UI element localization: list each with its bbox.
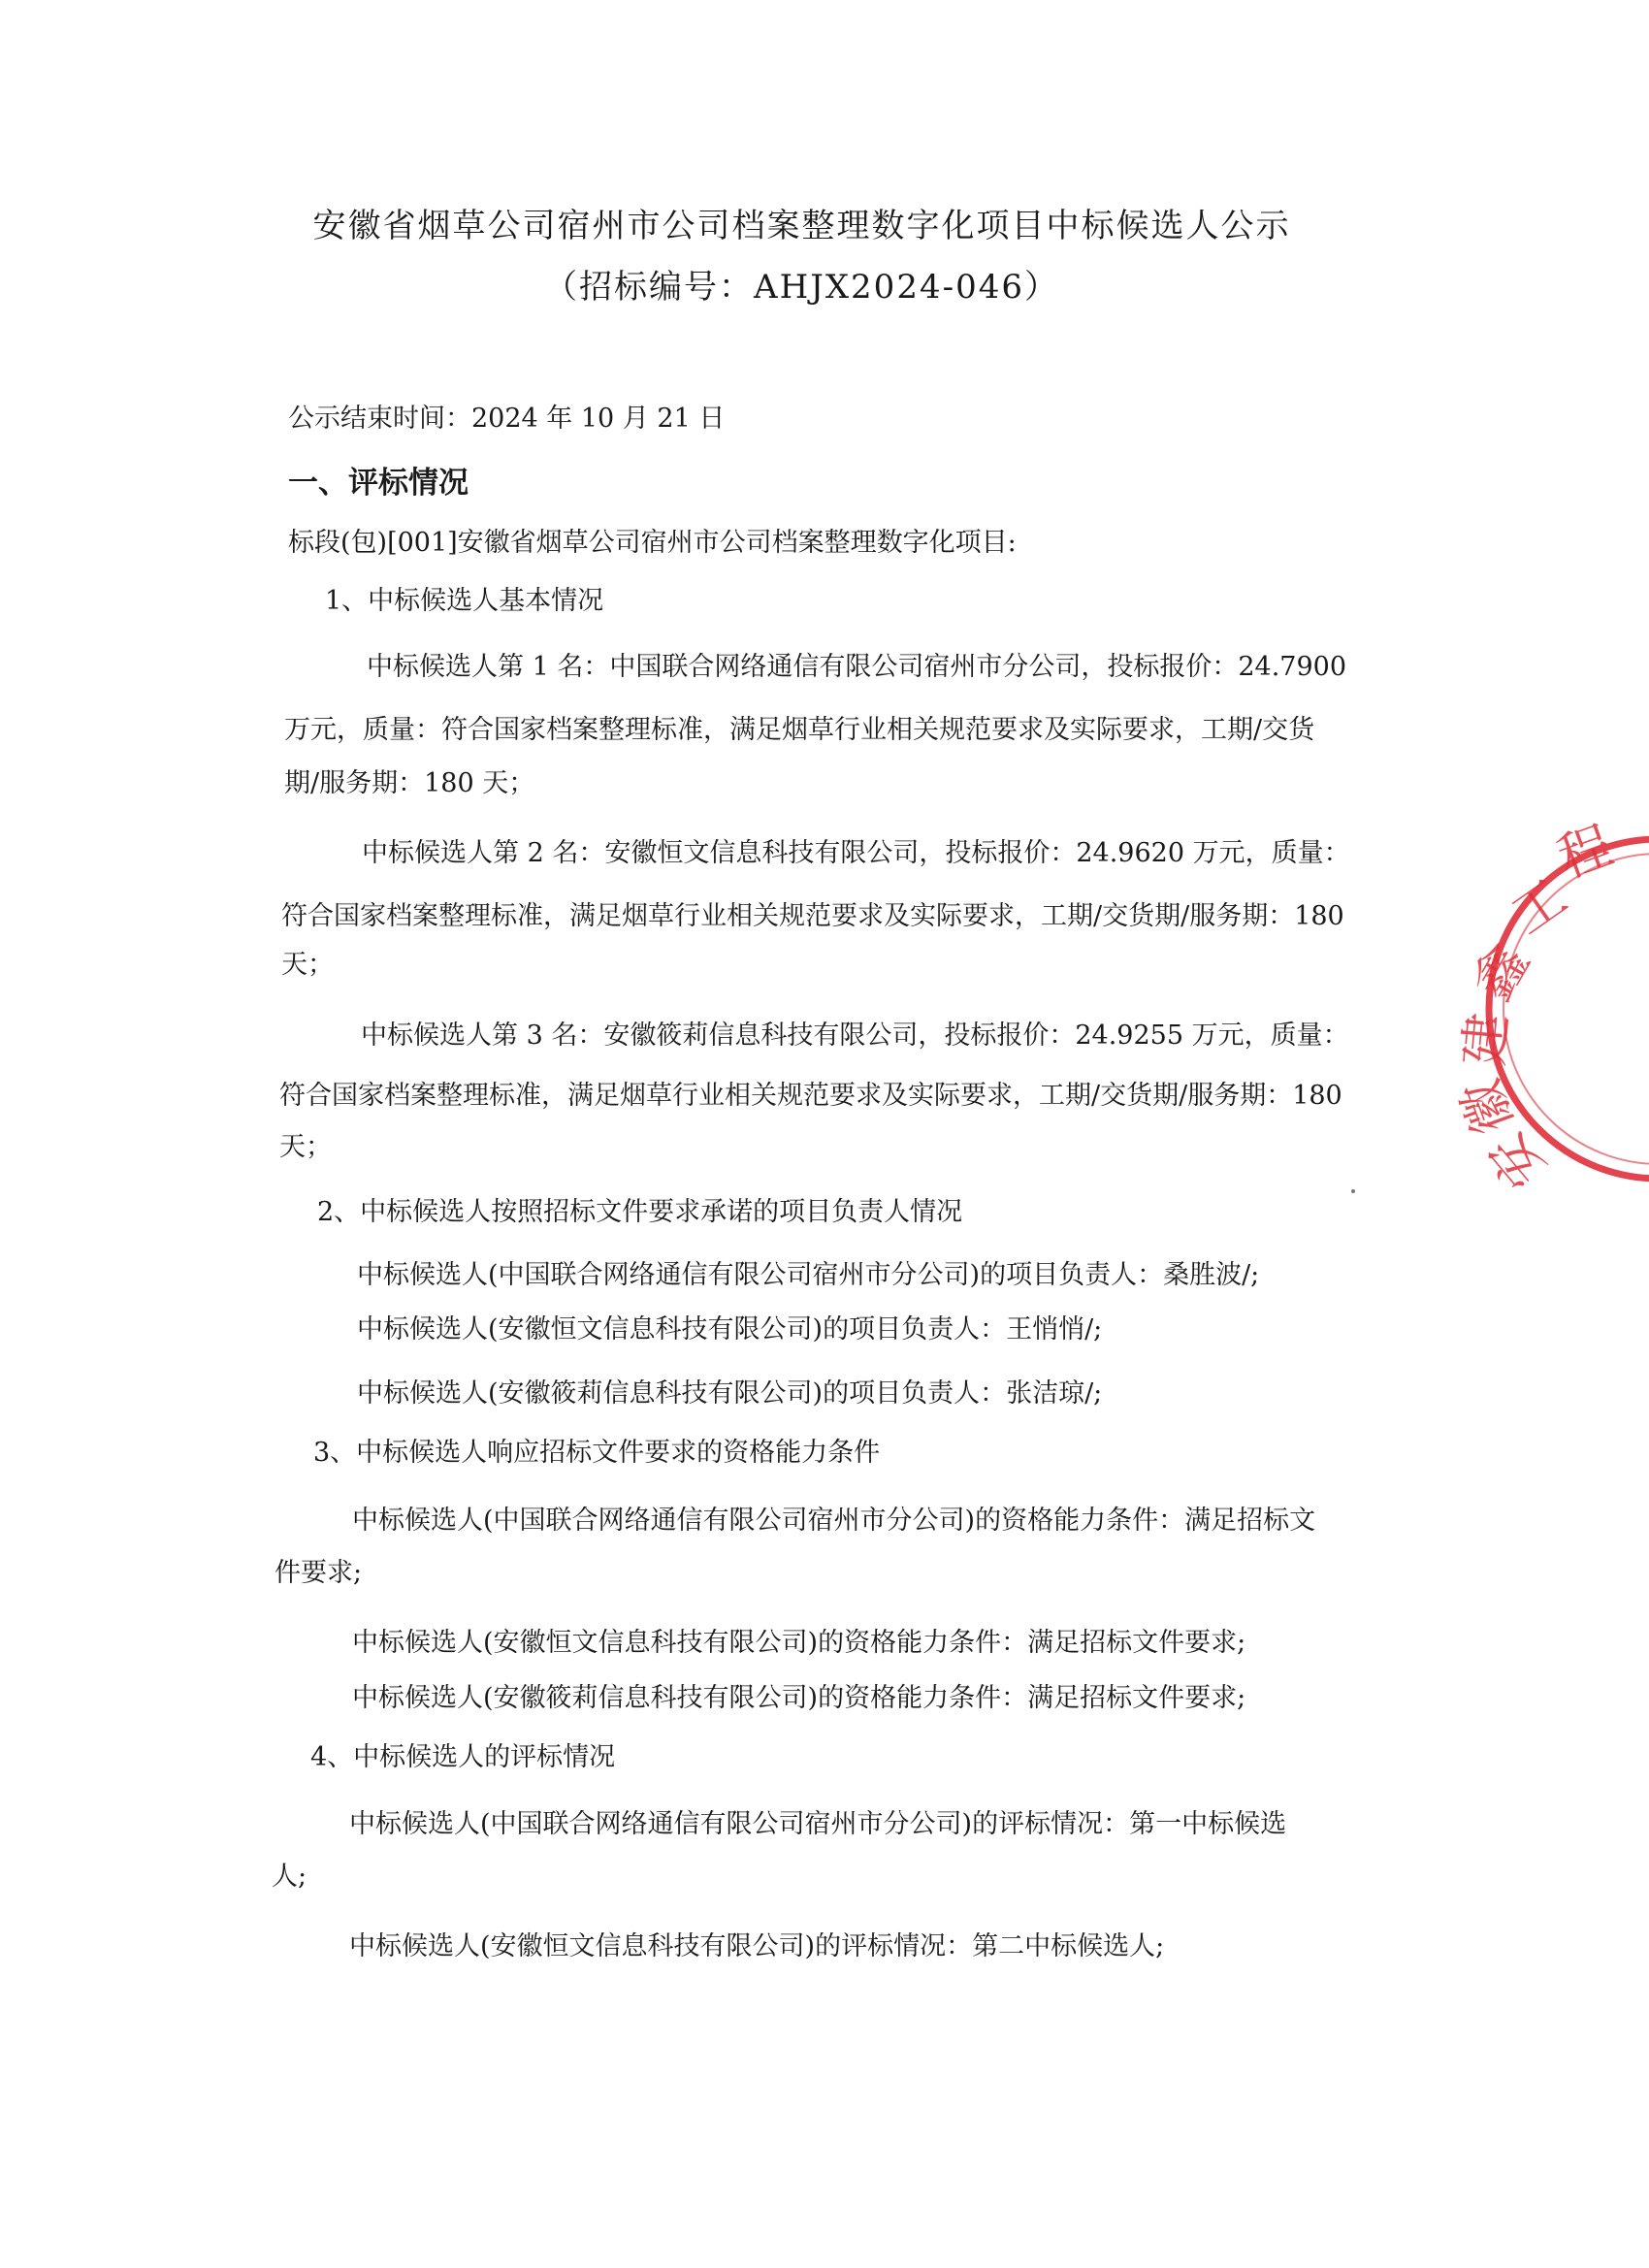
section-heading-evaluation: 一、评标情况 [288,466,469,501]
sub-heading-evaluation-results: 4、中标候选人的评标情况 [310,1742,616,1772]
svg-text:工: 工 [1500,866,1578,947]
publicity-end-time: 公示结束时间：2024 年 10 月 21 日 [288,404,726,434]
svg-text:鑫: 鑫 [1461,934,1541,1011]
paragraph-line: 中标候选人第 1 名：中国联合网络通信有限公司宿州市分公司，投标报价：24.7900 [367,652,1346,682]
paragraph-line: 期/服务期：180 天； [284,768,535,798]
paragraph-line: 符合国家档案整理标准，满足烟草行业相关规范要求及实际要求，工期/交货期/服务期：180 [281,901,1344,931]
sub-heading-basic-info: 1、中标候选人基本情况 [325,586,604,616]
evaluation-line: 中标候选人(安徽恒文信息科技有限公司)的评标情况：第二中标候选人; [349,1931,1165,1961]
paragraph-line: 符合国家档案整理标准，满足烟草行业相关规范要求及实际要求，工期/交货期/服务期：180 [279,1081,1342,1111]
paragraph-line: 人; [272,1862,307,1892]
paragraph-line: 中标候选人(中国联合网络通信有限公司宿州市分公司)的评标情况：第一中标候选 [349,1809,1287,1839]
document-title: 安徽省烟草公司宿州市公司档案整理数字化项目中标候选人公示 [312,207,1291,245]
lot-line: 标段(包)[001]安徽省烟草公司宿州市公司档案整理数字化项目: [288,528,1017,558]
paragraph-line: 中标候选人第 2 名：安徽恒文信息科技有限公司，投标报价：24.9620 万元，质量： [362,838,1350,868]
paragraph-line: 天； [281,950,334,980]
manager-line: 中标候选人(安徽恒文信息科技有限公司)的项目负责人：王悄悄/; [357,1314,1103,1345]
company-seal-stamp [1449,805,1649,1201]
paragraph-line: 中标候选人(中国联合网络通信有限公司宿州市分公司)的资格能力条件：满足招标文 [352,1506,1316,1536]
svg-text:徽: 徽 [1449,1071,1526,1143]
qualification-line: 中标候选人(安徽恒文信息科技有限公司)的资格能力条件：满足招标文件要求; [352,1628,1246,1658]
manager-line: 中标候选人(安徽筱莉信息科技有限公司)的项目负责人：张洁琼/; [357,1378,1103,1409]
svg-text:安: 安 [1475,1120,1557,1201]
svg-text:建: 建 [1453,1010,1519,1069]
paragraph-line: 中标候选人第 3 名：安徽筱莉信息科技有限公司，投标报价：24.9255 万元，质量： [361,1021,1349,1051]
scan-speck [1351,1189,1355,1193]
manager-line: 中标候选人(中国联合网络通信有限公司宿州市分公司)的项目负责人：桑胜波/; [357,1260,1260,1290]
svg-text:程: 程 [1549,814,1621,891]
sub-heading-project-managers: 2、中标候选人按照招标文件要求承诺的项目负责人情况 [317,1197,963,1227]
paragraph-line: 件要求; [275,1558,363,1588]
paragraph-line: 天； [279,1132,332,1162]
bid-number: （招标编号：AHJX2024-046） [544,268,1059,307]
qualification-line: 中标候选人(安徽筱莉信息科技有限公司)的资格能力条件：满足招标文件要求; [352,1683,1246,1713]
sub-heading-qualifications: 3、中标候选人响应招标文件要求的资格能力条件 [313,1438,881,1468]
paragraph-line: 万元，质量：符合国家档案整理标准，满足烟草行业相关规范要求及实际要求，工期/交货 [284,715,1315,745]
